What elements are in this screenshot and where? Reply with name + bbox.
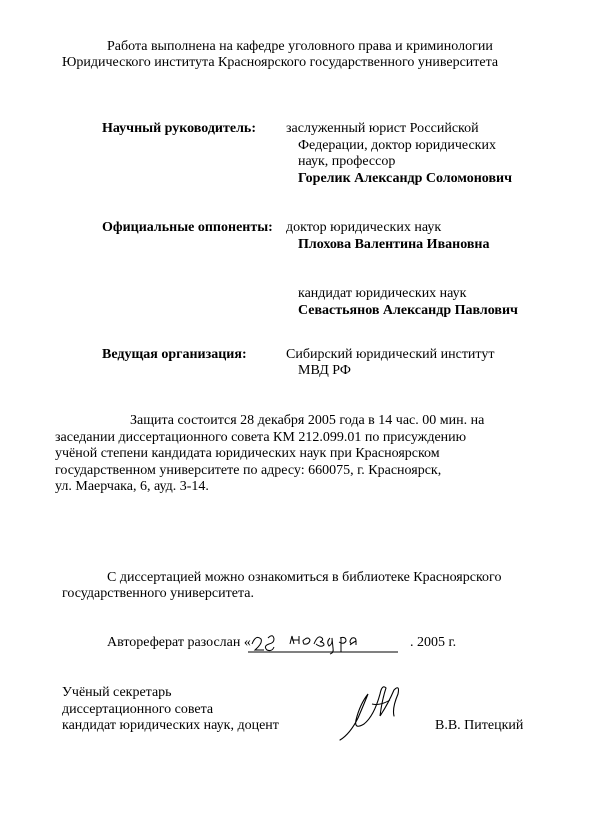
- defense-line-3: учёной степени кандидата юридических наук при Красноярском: [55, 446, 440, 461]
- supervisor-title-line-3: наук, профессор: [298, 154, 396, 169]
- supervisor-label: Научный руководитель:: [102, 121, 256, 136]
- defense-line-2: заседании диссертационного совета КМ 212.099.01 по присуждению: [55, 430, 467, 445]
- library-line-2: государственного университета.: [62, 586, 254, 601]
- mailing-suffix: . 2005 г.: [410, 635, 457, 650]
- defense-line-5: ул. Маерчака, 6, ауд. 3-14.: [55, 479, 209, 494]
- supervisor-title-line-2: Федерации, доктор юридических: [298, 138, 496, 153]
- secretary-line-3: кандидат юридических наук, доцент: [62, 718, 279, 733]
- opponent-2-degree: кандидат юридических наук: [298, 286, 467, 301]
- secretary-line-2: диссертационного совета: [62, 702, 214, 717]
- header-line-1: Работа выполнена на кафедре уголовного права и криминологии: [107, 39, 493, 54]
- signature: [332, 680, 422, 750]
- supervisor-title-line-1: заслуженный юрист Российской: [286, 121, 479, 136]
- secretary-line-1: Учёный секретарь: [62, 685, 172, 700]
- lead-org-line-2: МВД РФ: [298, 363, 351, 378]
- opponent-2-name: Севастьянов Александр Павлович: [298, 303, 518, 318]
- lead-org-label: Ведущая организация:: [102, 347, 247, 362]
- header-line-2: Юридического института Красноярского государственного университета: [62, 55, 499, 70]
- library-line-1: С диссертацией можно ознакомиться в библиотеке Красноярского: [107, 570, 502, 585]
- handwritten-date: [248, 626, 408, 656]
- lead-org-line-1: Сибирский юридический институт: [286, 347, 495, 362]
- opponents-label: Официальные оппоненты:: [102, 220, 273, 235]
- supervisor-name: Горелик Александр Соломонович: [298, 171, 512, 186]
- opponent-1-name: Плохова Валентина Ивановна: [298, 237, 490, 252]
- defense-line-4: государственном университете по адресу: 660075, г. Красноярск,: [55, 463, 442, 478]
- mailing-prefix: Автореферат разослан «: [107, 635, 251, 650]
- opponent-1-degree: доктор юридических наук: [286, 220, 442, 235]
- defense-line-1: Защита состоится 28 декабря 2005 года в 14 час. 00 мин. на: [130, 413, 485, 428]
- secretary-name: В.В. Питецкий: [435, 718, 524, 733]
